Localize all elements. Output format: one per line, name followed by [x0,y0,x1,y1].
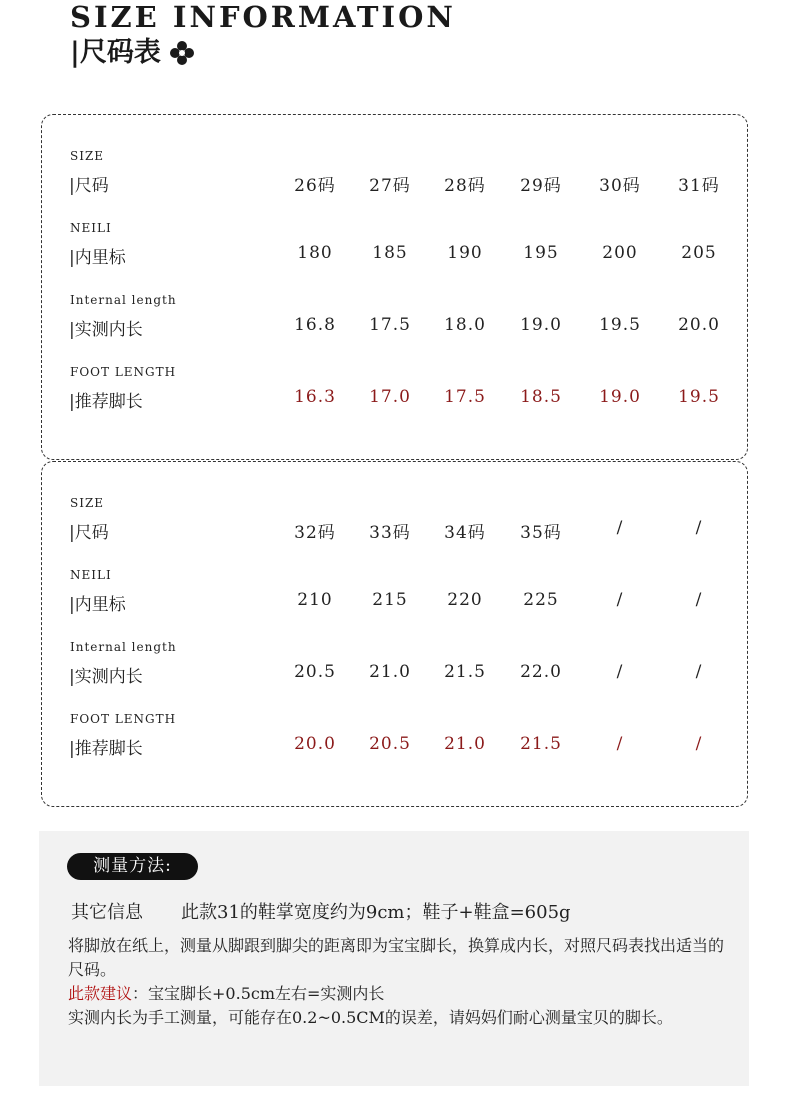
table-cell: 26码 [294,176,336,196]
flower-icon [169,40,195,66]
table-cell: 30码 [599,176,641,196]
table-cell: 16.3 [294,387,336,407]
table-cell: 21.0 [444,734,486,754]
table-row [42,496,747,556]
table-cell: / [695,590,703,610]
table-row [42,568,747,628]
table-cell: 20.5 [369,734,411,754]
row-label-cn: |内里标 [69,595,126,615]
table-cell: 225 [523,590,559,610]
header [70,0,456,70]
table-cell: 195 [523,243,559,263]
method-para-1: 将脚放在纸上，测量从脚跟到脚尖的距离即为宝宝脚长，换算成内长，对照尺码表找出适当的尺码。 [68,936,725,979]
size-panel-2 [41,461,748,807]
advice-text: ：宝宝脚长+0.5cm左右=实测内长 [132,984,385,1003]
table-cell: 18.0 [444,315,486,335]
row-label-en: Internal length [70,640,177,654]
table-row [42,640,747,700]
row-label-en: NEILI [70,568,112,582]
table-cell: / [695,662,703,682]
table-cell: 33码 [369,523,411,543]
table-cell: 28码 [444,176,486,196]
row-label-cn: |尺码 [69,523,109,543]
advice-label: 此款建议 [68,984,133,1003]
table-cell: 190 [447,243,483,263]
table-row [42,365,747,425]
table-cell: / [616,734,624,754]
advice-line [68,982,738,1006]
table-cell: 19.5 [678,387,720,407]
table-row [42,221,747,281]
table-cell: 20.0 [294,734,336,754]
table-cell: 22.0 [520,662,562,682]
row-label-en: FOOT LENGTH [70,365,177,379]
method-badge: 测量方法: [67,853,198,880]
row-label-en: NEILI [70,221,112,235]
other-info-text: 此款31的鞋掌宽度约为9cm；鞋子+鞋盒=605g [181,902,571,923]
size-panel-1 [41,114,748,460]
table-cell: / [616,662,624,682]
table-cell: 18.5 [520,387,562,407]
page-subtitle [70,36,456,70]
table-cell: 17.5 [444,387,486,407]
other-info-label: 其它信息 [71,902,143,923]
row-label-en: SIZE [70,496,105,510]
table-cell: 19.0 [520,315,562,335]
table-row [42,293,747,353]
row-label-cn: |实测内长 [69,667,143,687]
row-label-en: Internal length [70,293,177,307]
row-label-en: FOOT LENGTH [70,712,177,726]
table-cell: 20.0 [678,315,720,335]
table-cell: 17.5 [369,315,411,335]
table-cell: 200 [602,243,638,263]
method-para-2: 实测内长为手工测量，可能存在0.2~0.5CM的误差，请妈妈们耐心测量宝贝的脚长。 [68,1008,673,1027]
table-cell: 21.0 [369,662,411,682]
table-cell: / [695,734,703,754]
row-label-cn: |实测内长 [69,320,143,340]
table-cell: 31码 [678,176,720,196]
table-cell: / [616,518,624,538]
subtitle-text: |尺码表 [70,37,161,68]
table-cell: 215 [372,590,408,610]
row-label-cn: |推荐脚长 [69,739,143,759]
table-cell: 19.5 [599,315,641,335]
table-cell: 210 [297,590,333,610]
other-info [71,898,571,924]
table-cell: 17.0 [369,387,411,407]
table-cell: 20.5 [294,662,336,682]
table-cell: 220 [447,590,483,610]
row-label-en: SIZE [70,149,105,163]
row-label-cn: |尺码 [69,176,109,196]
table-cell: 19.0 [599,387,641,407]
row-label-cn: |推荐脚长 [69,392,143,412]
table-cell: 21.5 [444,662,486,682]
table-cell: / [616,590,624,610]
measurement-method-section [39,831,749,1086]
table-cell: 205 [681,243,717,263]
page-title: SIZE INFORMATION [70,0,456,34]
table-row [42,712,747,772]
method-description [68,934,738,1030]
table-cell: 29码 [520,176,562,196]
table-cell: 32码 [294,523,336,543]
table-cell: 34码 [444,523,486,543]
row-label-cn: |内里标 [69,248,126,268]
table-cell: 27码 [369,176,411,196]
table-cell: 16.8 [294,315,336,335]
table-cell: 21.5 [520,734,562,754]
table-cell: 185 [372,243,408,263]
table-cell: 180 [297,243,333,263]
table-row [42,149,747,209]
table-cell: 35码 [520,523,562,543]
table-cell: / [695,518,703,538]
